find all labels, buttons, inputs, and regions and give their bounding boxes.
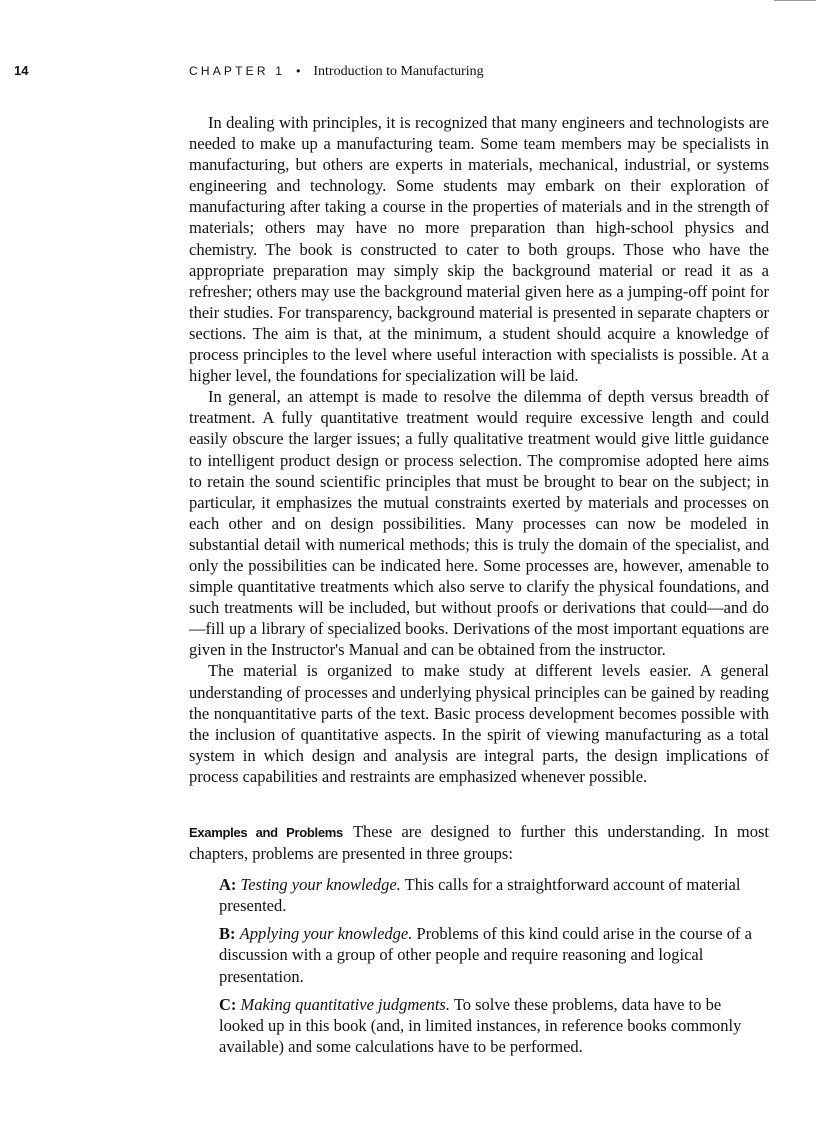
- problem-group-letter: A:: [219, 875, 237, 895]
- page-number: 14: [14, 63, 29, 78]
- section-heading: Examples and Problems: [189, 825, 343, 840]
- examples-section: [189, 821, 769, 864]
- problem-group-text: To solve these problems, data have to be looked up in this book (and, in limited instances, in reference books commonly available) and some calculations have to be performed.: [219, 994, 742, 1056]
- problem-group-b: [219, 923, 769, 986]
- problem-group-title: Making quantitative judgments.: [240, 994, 450, 1014]
- problem-group-title: Applying your knowledge.: [239, 924, 413, 944]
- paragraph: In general, an attempt is made to resolve the dilemma of depth versus breadth of treatment. A fully quantitative treatment would require excessive length and could easily obscure the larger issues; a fully qualitative treatment would give little guidance to intelligent product design or process selection. The compromise adopted here aims to retain the sound scientific principles that must be brought to bear on the subject; in particular, it emphasizes the mutual constraints exerted by materials and processes on each other and on design possibilities. Many processes can now be modeled in substantial detail with numerical methods; this is truly the domain of the specialist, and only the possibilities can be indicated here. Some processes are, however, amenable to simple quantitative treatments which also serve to clarify the physical foundations, and such treatments will be included, but without proofs or derivations that could—and do—fill up a library of specialized books. Derivations of the most important equations are given in the Instructor's Manual and can be obtained from the instructor.: [189, 387, 769, 660]
- chapter-label: CHAPTER 1: [189, 64, 286, 78]
- problem-group-text: Problems of this kind could arise in the course of a discussion with a group of other people and require reasoning and logical presentation.: [219, 924, 752, 986]
- paragraph: In dealing with principles, it is recognized that many engineers and technologists are needed to make up a manufacturing team. Some team members may be specialists in manufacturing, but others are experts in materials, mechanical, industrial, or systems engineering and technology. Some students may embark on their exploration of manufacturing after taking a course in the properties of materials and in the strength of materials; others may have no more preparation than high-school physics and chemistry. The book is constructed to cater to both groups. Those who have the appropriate preparation may simply skip the background material or read it as a refresher; others may use the background material given here as a jumping-off point for their studies. For transparency, background material is presented in separate chapters or sections. The aim is that, at the minimum, a student should acquire a knowledge of process principles to the level where useful interaction with specialists is possible. At a higher level, the foundations for specialization will be laid.: [189, 113, 769, 386]
- problem-group-letter: C:: [219, 994, 237, 1014]
- problem-group-c: [219, 994, 769, 1057]
- chapter-title: Introduction to Manufacturing: [313, 64, 484, 79]
- problem-group-text: This calls for a straightforward account of material presented.: [219, 875, 741, 916]
- body-text: [189, 112, 769, 1064]
- paragraph: The material is organized to make study at different levels easier. A general understanding of processes and underlying physical principles can be gained by reading the nonquantitative parts of the text. Basic process development becomes possible with the inclusion of quantitative aspects. In the spirit of viewing manufacturing as a total system in which design and analysis are integral parts, the design implications of process capabilities and restraints are emphasized whenever possible.: [189, 661, 769, 786]
- top-rule: [774, 0, 816, 1]
- problem-group-letter: B:: [219, 924, 236, 944]
- running-head-bullet: •: [296, 64, 301, 78]
- running-head: [189, 63, 484, 80]
- section-intro: These are designed to further this understanding. In most chapters, problems are presented in three groups:: [189, 822, 769, 864]
- problem-group-title: Testing your knowledge.: [240, 875, 401, 895]
- problem-group-a: [219, 874, 769, 916]
- problem-group-list: [219, 874, 769, 1057]
